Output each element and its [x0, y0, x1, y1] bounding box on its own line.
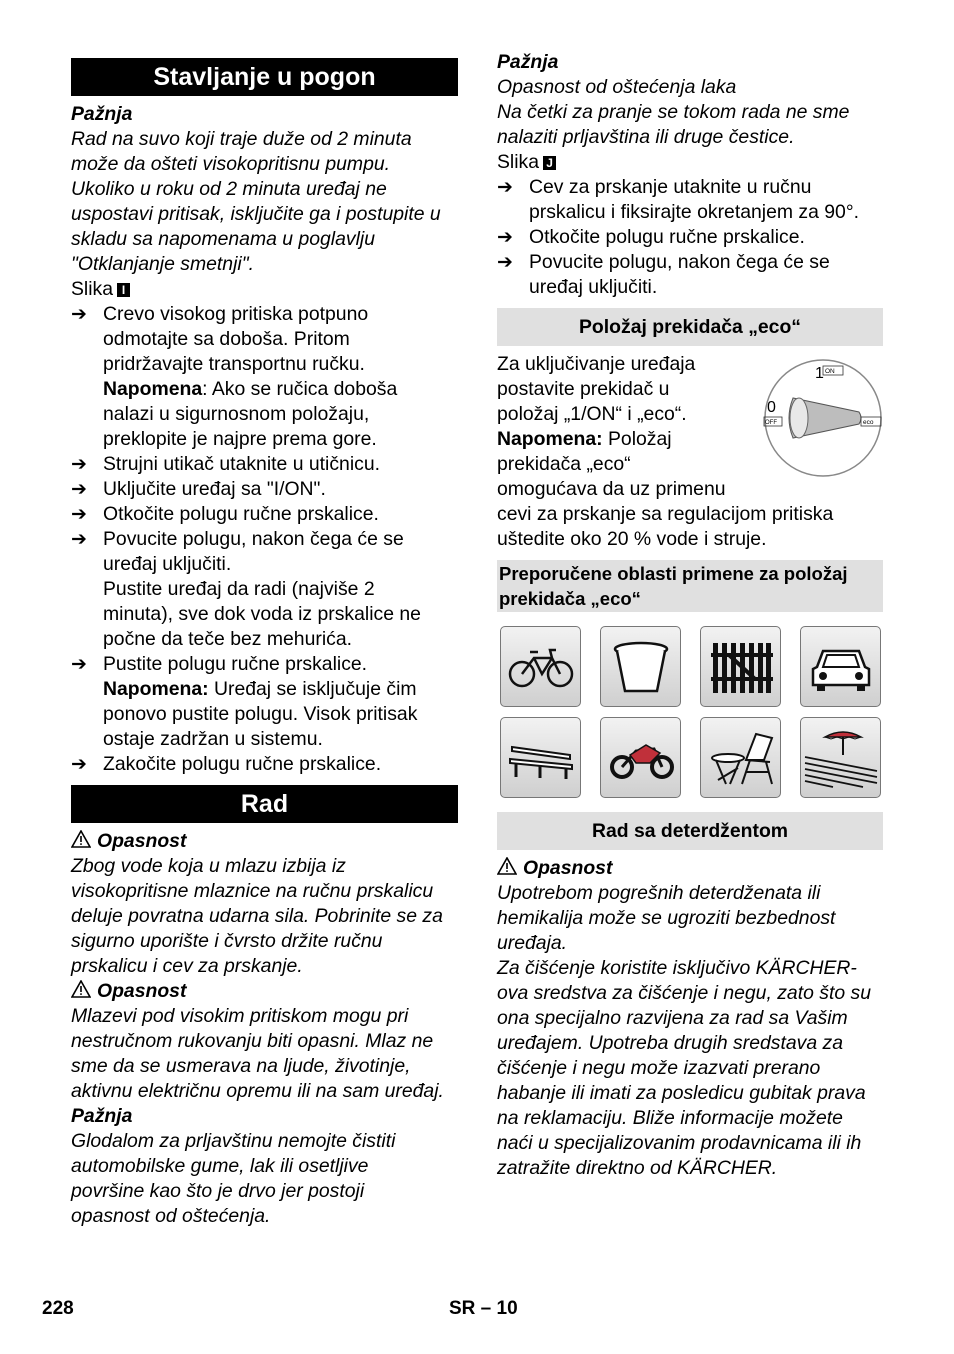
arrow-right-icon: ➔ [497, 252, 513, 273]
figure-marker: I [117, 283, 130, 297]
dial-on-small-label: ON [825, 368, 835, 375]
arrow-right-icon: ➔ [71, 754, 87, 775]
step-item: ➔ Otkočite polugu ručne prskalice. [497, 226, 805, 248]
left-column [71, 50, 458, 1229]
motorcycle-icon [600, 717, 681, 798]
danger-text: Zbog vode koja u mlazu izbija iz visokopritisne mlaznice na ručnu prskalicu deluje povratna udarna sila. Pobrinite se za sigurno uporište i čvrsto držite ručnu prskalicu i cev za prskanje. [71, 855, 443, 977]
eco-section-title: Položaj prekidača „eco“ [497, 308, 883, 346]
arrow-right-icon: ➔ [71, 529, 87, 550]
step-item: ➔ Zakočite polugu ručne prskalice. [71, 753, 382, 775]
eco-switch-dial-icon [763, 358, 883, 478]
arrow-right-icon: ➔ [71, 504, 87, 525]
caution-text: Opasnost od oštećenja laka Na četki za pranje se tokom rada ne sme nalaziti prljavština ili druge čestice. [497, 76, 850, 148]
right-column [497, 50, 883, 1181]
dial-eco-label: eco [863, 419, 874, 426]
note-label: Napomena: [103, 678, 209, 700]
terrace-icon [800, 717, 881, 798]
section-title-rad: Rad [71, 785, 458, 823]
dial-off-label: 0 [767, 399, 776, 416]
warning-icon [71, 980, 91, 998]
arrow-right-icon: ➔ [497, 177, 513, 198]
page-label: SR – 10 [449, 1298, 518, 1319]
step-item: ➔ Povucite polugu, nakon čega će se uređaj uključiti. Pustite uređaj da radi (najviše 2 minuta), sve dok voda iz prskalice ne počne da teče bez mehurića. [71, 528, 421, 650]
bicycle-icon [500, 626, 581, 707]
flower-pot-icon [600, 626, 681, 707]
arrow-right-icon: ➔ [71, 654, 87, 675]
section-title-stavljanje: Stavljanje u pogon [71, 58, 458, 96]
danger-label: Opasnost [71, 979, 458, 1004]
detergent-section-title: Rad sa deterdžentom [497, 812, 883, 850]
page-number: 228 [42, 1298, 74, 1319]
step-item: ➔ Uključite uređaj sa "I/ON". [71, 478, 326, 500]
dial-on-label: 1 [815, 365, 824, 382]
danger-text: Mlazevi pod visokim pritiskom mogu pri nestručnom rukovanju biti opasni. Mlaz ne sme da se usmerava na ljude, životinje, aktivnu električnu opremu ili na sam uređaj. [71, 1005, 444, 1102]
step-item: ➔ Strujni utikač utaknite u utičnicu. [71, 453, 380, 475]
arrow-right-icon: ➔ [71, 479, 87, 500]
caution-label: Pažnja [71, 103, 133, 125]
bench-icon [500, 717, 581, 798]
figure-reference: Slika I [71, 277, 458, 302]
warning-icon [497, 857, 517, 875]
danger-text: Upotrebom pogrešnih deterdženata ili hemikalija može se ugroziti bezbednost uređaja. Za čišćenje koristite isključivo KÄRCHER- ova sredstva za čišćenje i negu, zato što su ona specijalno razvijena za rad sa Vašim uređajem. Upotreba drugih sredstava za čišćenje i negu može izazvati prerano habanje ili imati za posledicu gubitak prava na reklamaciju. Bliže informacije možete naći u specijalizovanim prodavnicama ili ih zatražite direktno od KÄRCHER. [497, 882, 872, 1179]
step-item: ➔ Otkočite polugu ručne prskalice. [71, 503, 379, 525]
caution-label: Pažnja [71, 1105, 133, 1127]
step-item: ➔ Pustite polugu ručne prskalice. Napomena: Uređaj se isključuje čim ponovo pustite polugu. Visok pritisak ostaje zadržan u sistemu. [71, 653, 418, 750]
car-icon [800, 626, 881, 707]
figure-marker: J [543, 156, 556, 170]
arrow-right-icon: ➔ [71, 304, 87, 325]
dial-off-small-label: OFF [765, 420, 777, 426]
recommended-uses-title: Preporučene oblasti primene za položaj prekidača „eco“ [497, 560, 883, 612]
application-icons-grid [500, 626, 883, 798]
arrow-right-icon: ➔ [71, 454, 87, 475]
note-label: Napomena: [497, 428, 603, 450]
danger-label: Opasnost [497, 856, 883, 881]
danger-label: Opasnost [71, 829, 458, 854]
warning-icon [71, 830, 91, 848]
step-item: ➔ Povucite polugu, nakon čega će se uređaj uključiti. [497, 251, 830, 298]
arrow-right-icon: ➔ [497, 227, 513, 248]
caution-label: Pažnja [497, 51, 559, 73]
caution-text: Glodalom za prljavštinu nemojte čistiti automobilske gume, lak ili osetljive površine kao što je drvo jer postoji opasnost od oštećenja. [71, 1130, 396, 1227]
figure-reference: Slika J [497, 150, 883, 175]
fence-icon [700, 626, 781, 707]
caution-text: Rad na suvo koji traje duže od 2 minuta može da ošteti visokopritisnu pumpu. Ukoliko u roku od 2 minuta uređaj ne uspostavi pritisak, isključite ga i postupite u skladu sa napomenama u poglavlju "Otklanjanje smetnji". [71, 128, 441, 275]
eco-section: 1 ON 0 OFF eco Za uključivanje uređaja postavite prekidač u položaj „1/ON“ i „eco“. Napomena: Položaj prekidača „eco“ omogućava da uz primenu cevi za prskanje sa regulacijom pritiska uštedite oko 20 % vode i struje. [497, 352, 883, 552]
note-label: Napomena [103, 378, 203, 400]
garden-furniture-icon [700, 717, 781, 798]
step-item: ➔ Crevo visokog pritiska potpuno odmotajte sa doboša. Pritom pridržavajte transportnu ručku. Napomena: Ako se ručica doboša nalazi u sigurnosnom položaju, preklopite je najpre prema gore. [71, 303, 398, 450]
step-item: ➔ Cev za prskanje utaknite u ručnu prskalicu i fiksirajte okretanjem za 90°. [497, 176, 859, 223]
